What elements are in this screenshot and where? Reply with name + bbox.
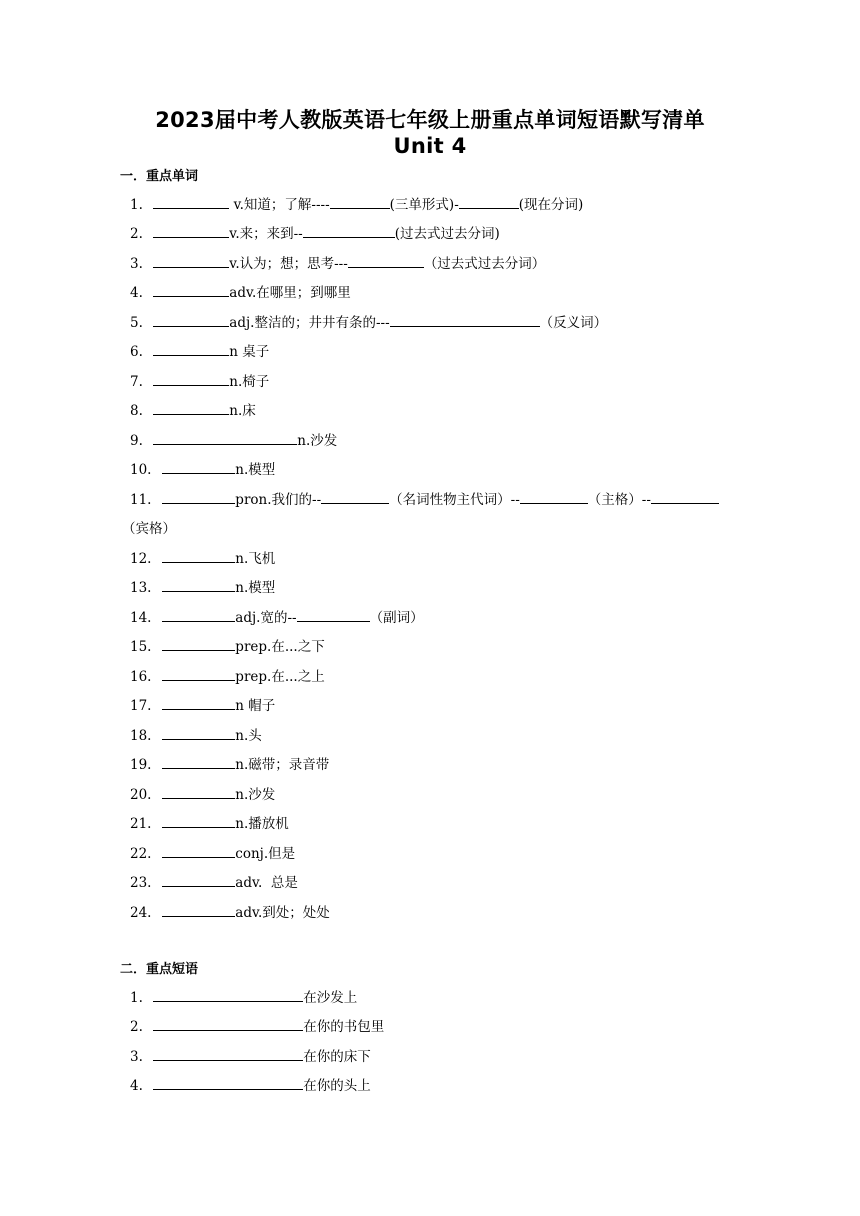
blank[interactable] — [153, 433, 297, 445]
blank[interactable] — [153, 315, 229, 327]
word-item: 13. n.模型 — [130, 580, 276, 596]
blank[interactable] — [153, 403, 229, 415]
word-item: 12. n.飞机 — [130, 551, 276, 567]
word-item: 4. adv.在哪里；到哪里 — [130, 285, 351, 301]
word-item: 1. v.知道；了解---- (三单形式)- (现在分词) — [130, 197, 584, 213]
blank[interactable] — [153, 374, 229, 386]
blank[interactable] — [153, 1019, 303, 1031]
blank[interactable] — [162, 875, 235, 887]
word-item: 8. n.床 — [130, 403, 256, 419]
blank[interactable] — [162, 639, 235, 651]
word-item: 11. pron.我们的-- （名词性物主代词）-- （主格）-- — [130, 488, 719, 508]
word-item: 16. prep.在...之上 — [130, 669, 325, 685]
blank[interactable] — [153, 256, 229, 268]
blank[interactable] — [162, 905, 235, 917]
blank[interactable] — [162, 580, 235, 592]
word-item: 3. v.认为；想；思考--- （过去式过去分词） — [130, 256, 546, 272]
blank[interactable] — [162, 462, 235, 474]
blank[interactable] — [330, 197, 390, 209]
blank[interactable] — [297, 610, 370, 622]
word-item: 2. v.来；来到-- (过去式过去分词) — [130, 226, 500, 242]
word-item: 15. prep.在...之下 — [130, 639, 325, 655]
phrase-item: 2. 在你的书包里 — [130, 1019, 385, 1035]
unit-title: Unit 4 — [393, 134, 467, 158]
blank[interactable] — [153, 990, 303, 1002]
blank[interactable] — [162, 816, 235, 828]
word-item: 24. adv.到处；处处 — [130, 905, 330, 921]
word-item: 14. adj.宽的-- （副词） — [130, 610, 424, 626]
word-item: 23. adv. 总是 — [130, 875, 298, 891]
blank[interactable] — [153, 285, 229, 297]
section-heading-words: 一．重点单词 — [120, 169, 199, 184]
blank[interactable] — [153, 1078, 303, 1090]
word-item: 5. adj.整洁的；井井有条的--- （反义词） — [130, 315, 608, 331]
blank[interactable] — [162, 610, 235, 622]
page-title: 2023届中考人教版英语七年级上册重点单词短语默写清单 — [155, 108, 705, 132]
word-item: 6. n 桌子 — [130, 344, 270, 360]
word-item: 18. n.头 — [130, 728, 262, 744]
word-item: 19. n.磁带；录音带 — [130, 757, 330, 773]
section-heading-phrases: 二．重点短语 — [120, 962, 199, 977]
word-item-continuation: （宾格） — [122, 521, 176, 537]
blank[interactable] — [162, 492, 235, 504]
blank[interactable] — [153, 197, 229, 209]
blank[interactable] — [348, 256, 424, 268]
word-item: 7. n.椅子 — [130, 374, 270, 390]
blank[interactable] — [162, 669, 235, 681]
blank[interactable] — [153, 226, 229, 238]
blank[interactable] — [520, 492, 588, 504]
word-item: 9. n.沙发 — [130, 433, 338, 449]
blank[interactable] — [390, 315, 540, 327]
phrase-item: 4. 在你的头上 — [130, 1078, 371, 1094]
blank[interactable] — [162, 846, 235, 858]
blank[interactable] — [162, 787, 235, 799]
blank[interactable] — [651, 492, 719, 504]
phrase-item: 3. 在你的床下 — [130, 1049, 371, 1065]
blank[interactable] — [153, 1049, 303, 1061]
blank[interactable] — [459, 197, 519, 209]
blank[interactable] — [162, 728, 235, 740]
phrase-item: 1. 在沙发上 — [130, 990, 358, 1006]
blank[interactable] — [303, 226, 395, 238]
word-item: 10. n.模型 — [130, 462, 276, 478]
word-item: 21. n.播放机 — [130, 816, 289, 832]
word-item: 22. conj.但是 — [130, 846, 296, 862]
word-item: 20. n.沙发 — [130, 787, 276, 803]
word-item: 17. n 帽子 — [130, 698, 276, 714]
blank[interactable] — [321, 492, 389, 504]
blank[interactable] — [162, 698, 235, 710]
blank[interactable] — [153, 344, 229, 356]
blank[interactable] — [162, 757, 235, 769]
blank[interactable] — [162, 551, 235, 563]
